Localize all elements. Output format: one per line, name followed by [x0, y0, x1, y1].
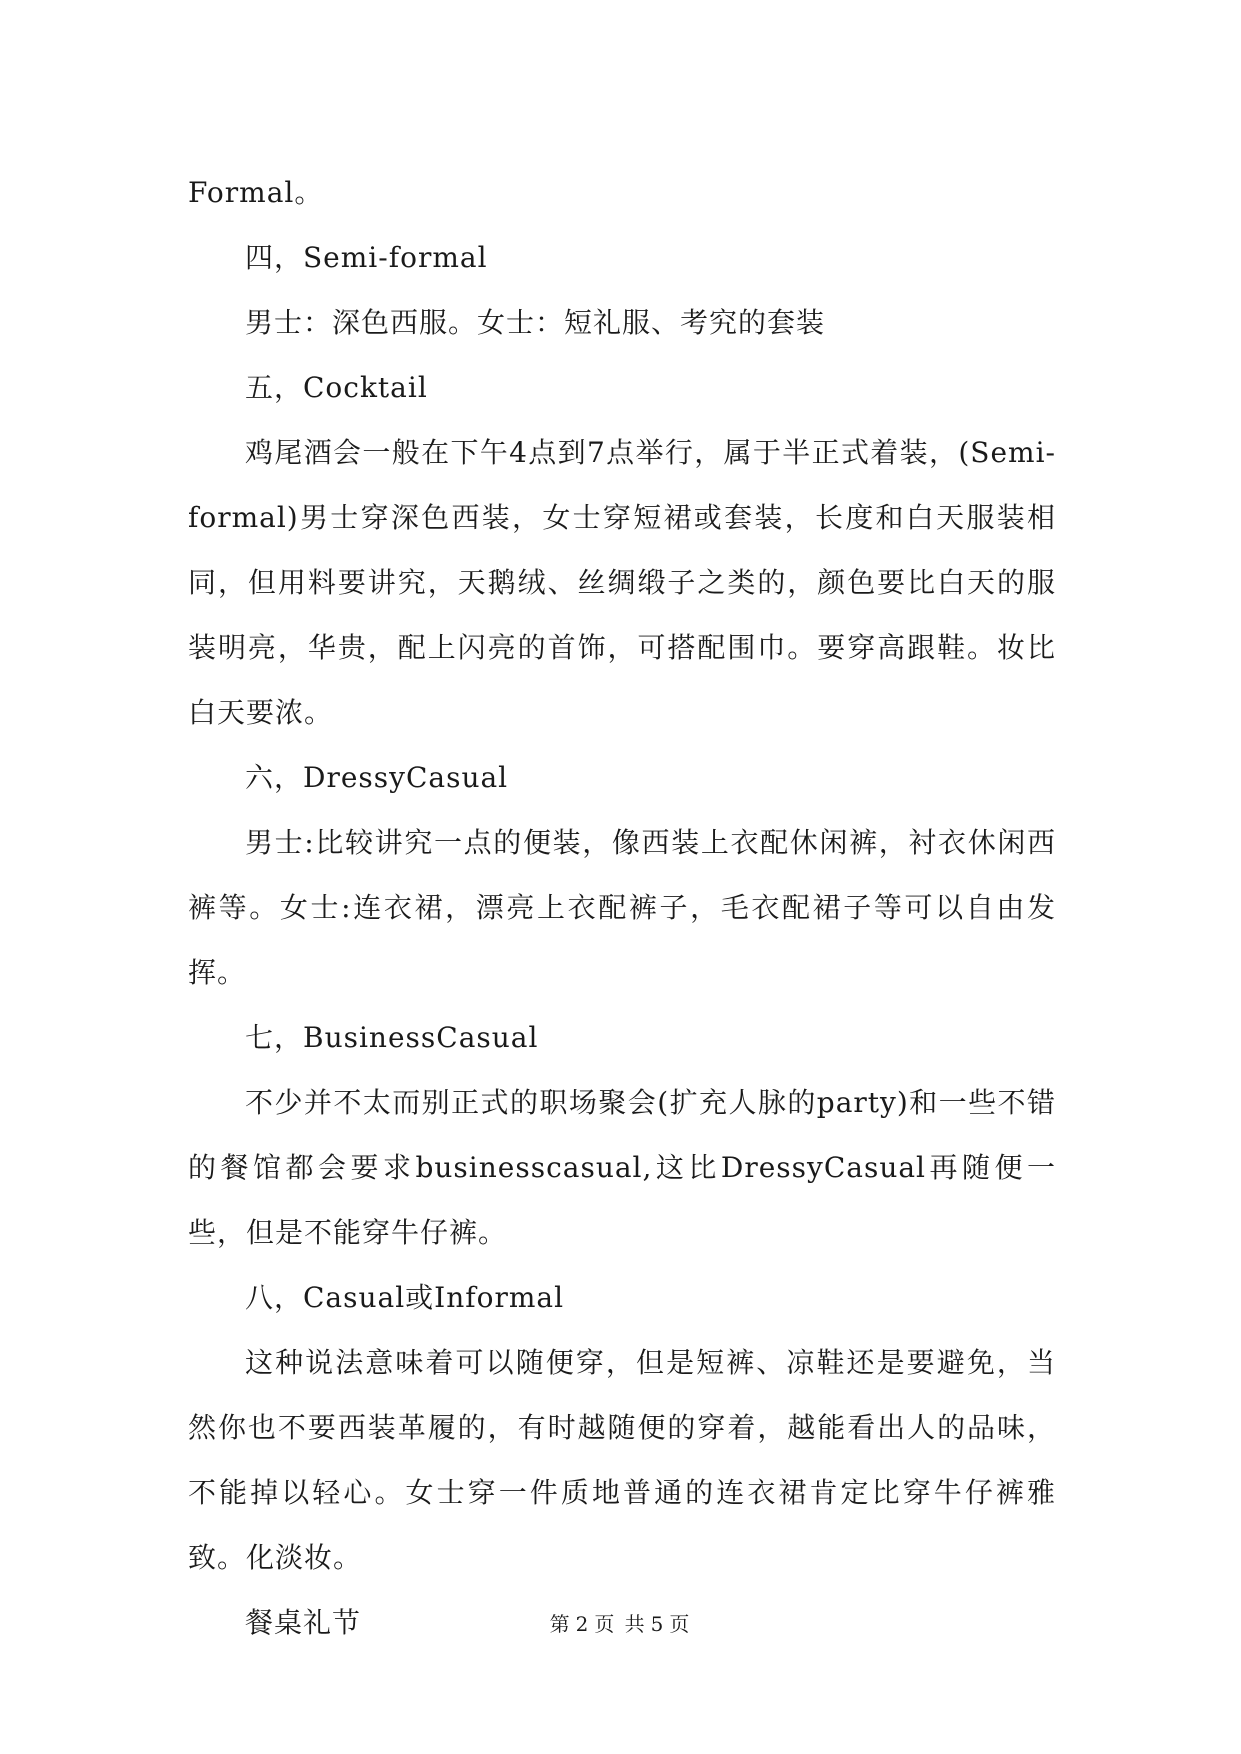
footer-middle: 页 共: [594, 1612, 647, 1636]
paragraph-formal-end: Formal。: [188, 176, 324, 209]
heading-dressy-casual: 六，DressyCasual: [245, 761, 509, 794]
page-footer: [0, 1610, 1241, 1638]
paragraph-semi-formal: 男士：深色西服。女士：短礼服、考究的套装: [245, 306, 826, 339]
paragraph-casual-informal: 这种说法意味着可以随便穿，但是短裤、凉鞋还是要避免，当然你也不要西装革履的，有时越随便的穿着，越能看出人的品味，不能掉以轻心。女士穿一件质地普通的连衣裙肯定比穿牛仔裤雅致。化淡妆。: [188, 1346, 1056, 1574]
heading-business-casual: 七，BusinessCasual: [245, 1021, 539, 1054]
footer-prefix: 第: [549, 1612, 572, 1636]
footer-suffix: 页: [669, 1612, 692, 1636]
paragraph-business-casual: 不少并不太而别正式的职场聚会(扩充人脉的party)和一些不错的餐馆都会要求businesscasual,这比DressyCasual再随便一些，但是不能穿牛仔裤。: [188, 1086, 1056, 1249]
footer-total-pages: 5: [650, 1612, 666, 1636]
document-body: [188, 160, 1056, 1655]
heading-casual-informal: 八，Casual或Informal: [245, 1281, 565, 1314]
paragraph-cocktail: 鸡尾酒会一般在下午4点到7点举行，属于半正式着装，(Semi-formal)男士穿深色西装，女士穿短裙或套装，长度和白天服装相同，但用料要讲究，天鹅绒、丝绸缎子之类的，颜色要比白天的服装明亮，华贵，配上闪亮的首饰，可搭配围巾。要穿高跟鞋。妆比白天要浓。: [188, 436, 1056, 729]
heading-cocktail: 五，Cocktail: [245, 371, 428, 404]
paragraph-dressy-casual: 男士:比较讲究一点的便装，像西装上衣配休闲裤，衬衣休闲西裤等。女士:连衣裙，漂亮上衣配裤子，毛衣配裙子等可以自由发挥。: [188, 826, 1056, 989]
heading-semi-formal: 四，Semi-formal: [245, 241, 488, 274]
heading-table-manners: 餐桌礼节: [245, 1606, 362, 1639]
footer-current-page: 2: [575, 1612, 591, 1636]
